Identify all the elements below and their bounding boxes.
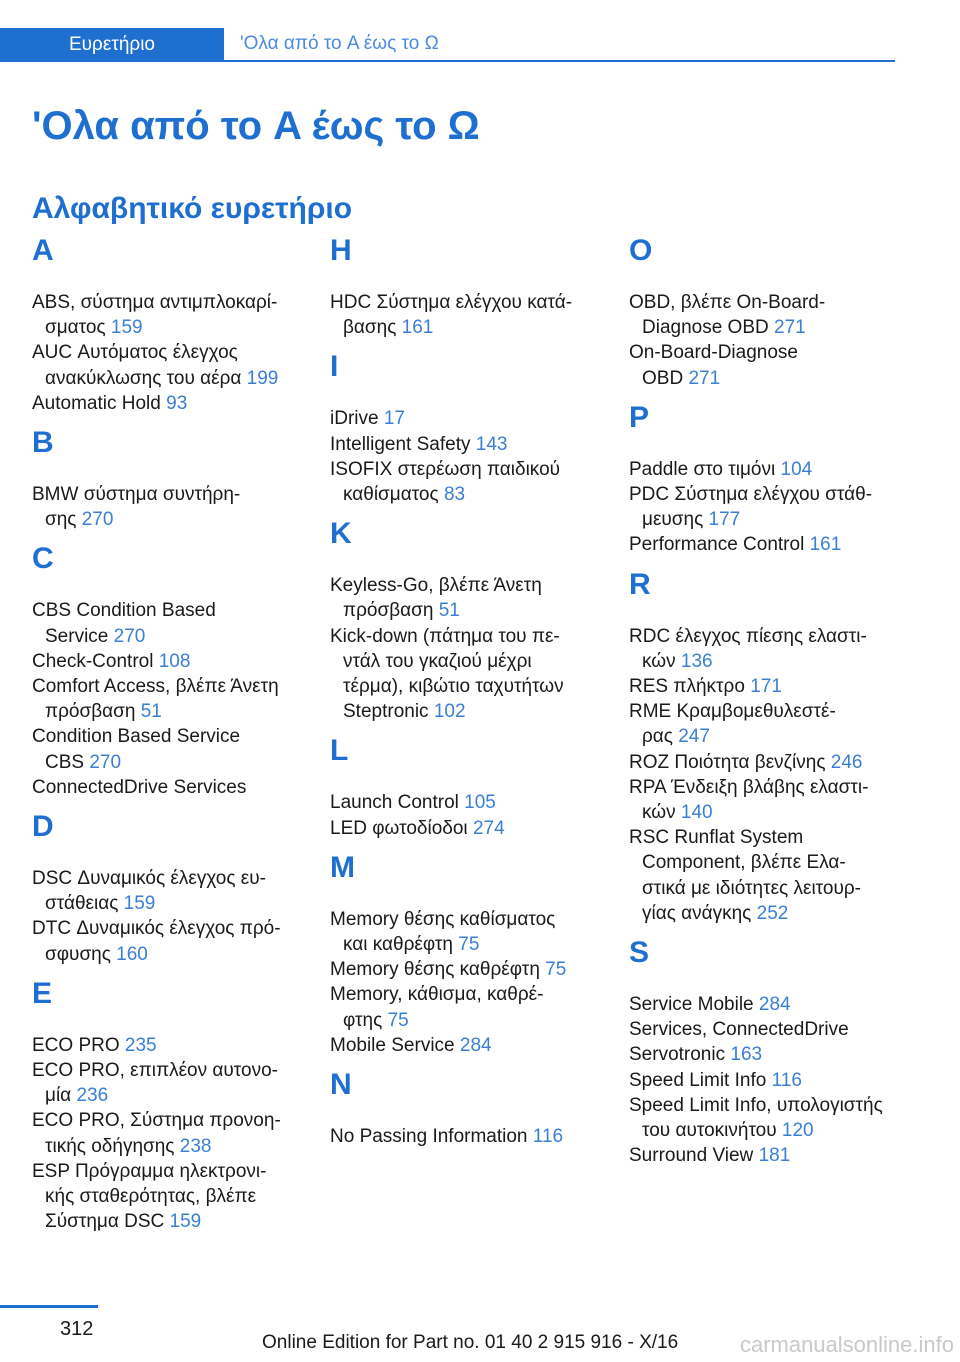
page-reference-link[interactable]: 159 [169,1211,202,1233]
page-reference-link[interactable]: 284 [758,994,791,1016]
page-reference-link[interactable]: 161 [809,534,842,556]
page-reference-link[interactable]: 270 [81,509,114,531]
index-entry [629,532,909,557]
page-reference-link[interactable]: 161 [401,317,434,339]
page-reference-link[interactable]: 246 [830,751,863,773]
page-reference-link[interactable]: 271 [774,317,806,339]
page-reference-link[interactable]: 75 [387,1009,409,1031]
index-letter-heading: R [629,567,651,601]
index-entry [330,432,608,457]
index-entry [629,1093,909,1143]
page-reference-link[interactable]: 83 [443,484,466,506]
index-entry-term: PDC Σύστημα ελέγχου στάθ- [629,484,873,506]
page-reference-link[interactable]: 136 [680,650,713,672]
index-entry-term: ConnectedDrive Services [32,776,247,798]
index-entry [32,775,310,800]
index-entry [629,825,909,926]
page-reference-link[interactable]: 199 [246,367,279,389]
page-reference-link[interactable]: 75 [545,959,567,981]
index-entry-term: κής σταθερότητας, βλέπε [45,1186,257,1208]
index-entry-term: RDC έλεγχος πίεσης ελαστι- [629,625,867,647]
index-letter-heading: I [330,350,339,384]
index-entry [32,649,310,674]
index-entry-term: τικής οδήγησης 238 [45,1135,212,1157]
header-section-tab[interactable]: Ευρετήριο [0,28,224,62]
index-entry-term: Services, ConnectedDrive [629,1019,849,1041]
index-entry-term: OBD, βλέπε On-Board- [629,292,826,313]
index-entry-term: Service 270 [45,625,146,647]
index-entry [629,290,909,340]
page-reference-link[interactable]: 120 [781,1120,814,1142]
index-entry-term: μία 236 [45,1085,109,1107]
page-reference-link[interactable]: 116 [771,1069,802,1091]
index-letter-heading: E [32,976,53,1010]
index-entry-term: Surround View 181 [629,1145,791,1167]
index-entry-term: κών 140 [642,802,713,824]
letter-group [629,399,909,558]
index-entry-term: DTC Δυναμικός έλεγχος πρό- [32,918,281,940]
index-entry-term: Comfort Access, βλέπε Άνετη [32,676,279,698]
index-entry-term: Intelligent Safety 143 [330,433,508,455]
index-entry-term: Condition Based Service [32,726,241,748]
letter-group [32,975,310,1235]
index-letter-heading: S [629,936,650,970]
page-reference-link[interactable]: 159 [110,317,143,339]
letter-group [32,424,310,532]
page-reference-link[interactable]: 93 [166,392,188,414]
edition-note: Online Edition for Part no. 01 40 2 915 916 - X/16 [262,1332,679,1353]
index-entry-term: πρόσβαση 51 [45,701,162,723]
index-entry-term: καθίσματος 83 [343,484,466,506]
index-entry-term: Steptronic 102 [343,701,466,723]
index-entry-term: Memory, κάθισμα, καθρέ- [330,984,544,1006]
index-letter-heading: K [330,517,352,551]
index-entry-term: Service Mobile 284 [629,994,791,1016]
index-entry [32,340,310,390]
index-entry-term: ISOFIX στερέωση παιδικού [330,458,561,480]
index-entry [629,699,909,749]
index-entry-term: φτης 75 [343,1009,409,1031]
index-entry-term: Memory θέσης καθρέφτη 75 [330,959,567,981]
index-entry-term: CBS Condition Based [32,600,216,622]
index-entry-term: Speed Limit Info, υπολογιστής [629,1094,883,1116]
page-reference-link[interactable]: 270 [113,625,146,647]
letter-group [629,934,909,1168]
page-reference-link[interactable]: 238 [179,1135,212,1157]
index-entry-term: LED φωτοδίοδοι 274 [330,817,505,839]
index-entry-term: DSC Δυναμικός έλεγχος ευ- [32,868,266,890]
index-entry-term: ντάλ του γκαζιού μέχρι [343,650,532,672]
index-entry-term: Speed Limit Info 116 [629,1069,802,1091]
index-entry-term: βασης 161 [343,317,434,339]
index-entry-term: On-Board-Diagnose [629,342,798,364]
index-entry-term: γίας ανάγκης 252 [642,902,789,924]
index-entry-term: του αυτοκινήτου 120 [642,1120,814,1142]
index-entry [629,1042,909,1067]
index-entry [330,816,608,841]
index-entry [629,750,909,775]
index-entry-term: RME Κραμβομεθυλεστέ- [629,701,836,723]
index-column-1 [32,232,310,1242]
letter-group [330,348,608,507]
index-subtitle: Αλφαβητικό ευρετήριο [32,192,353,225]
index-letter-heading: D [32,810,54,844]
index-entry-term: ESP Πρόγραμμα ηλεκτρονι- [32,1160,267,1182]
index-entry [629,775,909,825]
index-entry-term: στικά με ιδιότητες λειτουρ- [642,877,862,899]
page-reference-link[interactable]: 17 [383,408,405,430]
page-reference-link[interactable]: 143 [475,433,508,455]
index-entry [32,1159,310,1235]
index-entry-term: No Passing Information 116 [330,1126,564,1148]
index-entry [629,1017,909,1042]
index-entry-term: στάθειας 159 [45,893,156,915]
page-reference-link[interactable]: 271 [688,367,721,389]
page-reference-link[interactable]: 160 [116,943,148,965]
page-reference-link[interactable]: 102 [433,701,466,723]
page-reference-link[interactable]: 51 [140,701,162,723]
index-entry-term: RES πλήκτρο 171 [629,676,782,698]
index-entry [629,1068,909,1093]
index-letter-heading: A [32,234,54,267]
index-entry-term: Check-Control 108 [32,650,191,672]
page-number: 312 [60,1318,94,1340]
index-entry [32,598,310,648]
index-entry [32,391,310,416]
index-entry [629,340,909,390]
page-reference-link[interactable]: 236 [76,1085,109,1107]
letter-group [32,232,310,416]
page-reference-link[interactable]: 116 [532,1126,564,1148]
index-letter-heading: B [32,426,54,460]
index-entry [330,406,608,431]
page-reference-link[interactable]: 171 [750,676,782,698]
index-entry-term: Automatic Hold 93 [32,392,188,414]
letter-group [32,540,310,800]
page-title: 'Ολα από το A έως το Ω [32,104,480,148]
index-entry-term: και καθρέφτη 75 [343,934,480,956]
index-entry [330,957,608,982]
index-entry-term: ECO PRO, Σύστημα προνοη- [32,1110,281,1132]
index-entry [330,573,608,623]
index-entry-term: HDC Σύστημα ελέγχου κατά- [330,292,573,313]
page-reference-link[interactable]: 247 [678,726,710,748]
letter-group [629,566,909,926]
index-entry-term: AUC Αυτόματος έλεγχος [32,342,238,364]
index-entry [629,624,909,674]
page-reference-link[interactable]: 235 [124,1034,157,1056]
page-reference-link[interactable]: 177 [708,509,741,531]
letter-group [629,232,909,391]
page-reference-link[interactable]: 163 [730,1044,763,1066]
index-entry-term: Kick-down (πάτημα του πε- [330,625,560,647]
index-entry-term: ανακύκλωσης του αέρα 199 [45,367,279,389]
index-column-2 [330,232,608,1157]
letter-group [330,1066,608,1149]
index-letter-heading: C [32,542,54,576]
index-entry-term: Paddle στο τιμόνι 104 [629,458,813,480]
page-reference-link[interactable]: 51 [438,600,460,622]
index-entry-term: ρας 247 [642,726,710,748]
index-letter-heading: H [330,234,352,267]
page-reference-link[interactable]: 270 [89,751,122,773]
header-breadcrumb[interactable]: 'Ολα από το A έως το Ω [240,33,439,54]
index-entry [330,790,608,815]
index-entry [32,724,310,774]
index-entry-term: RPA Ένδειξη βλάβης ελαστι- [629,776,869,798]
index-entry [330,624,608,725]
index-entry [32,1033,310,1058]
header-rule [0,60,895,62]
index-letter-heading: L [330,734,349,768]
index-entry-term: σφυσης 160 [45,943,148,965]
index-entry [330,290,608,340]
index-entry [330,457,608,507]
index-entry-term: μευσης 177 [642,509,741,531]
index-entry-term: Keyless-Go, βλέπε Άνετη [330,575,542,597]
page-reference-link[interactable]: 181 [758,1145,791,1167]
index-entry-term: Diagnose OBD 271 [642,317,806,339]
index-entry-term: Mobile Service 284 [330,1034,492,1056]
index-entry [629,1143,909,1168]
letter-group [330,515,608,724]
page-reference-link[interactable]: 159 [123,893,156,915]
index-entry [32,674,310,724]
index-entry-term: ROZ Ποιότητα βενζίνης 246 [629,751,863,773]
index-entry-term: Servotronic 163 [629,1044,763,1066]
watermark: carmanualsonline.info [739,1332,954,1357]
index-entry [330,982,608,1032]
index-letter-heading: M [330,850,355,884]
page-reference-link[interactable]: 140 [680,802,713,824]
letter-group [330,232,608,340]
index-entry-term: Launch Control 105 [330,792,496,814]
page-reference-link[interactable]: 284 [459,1034,492,1056]
index-letter-heading: P [629,400,650,434]
index-entry [629,992,909,1017]
running-header [0,28,895,62]
index-entry [32,1058,310,1108]
page-reference-link[interactable]: 104 [780,458,813,480]
index-entry [32,482,310,532]
index-entry [32,916,310,966]
index-entry-term: τέρμα), κιβώτιο ταχυτήτων [343,676,564,698]
index-entry-term: ABS, σύστημα αντιμπλοκαρί- [32,292,278,313]
index-entry-term: ECO PRO 235 [32,1034,157,1056]
index-letter-heading: N [330,1068,352,1102]
index-entry-term: OBD 271 [642,367,721,389]
page-reference-link[interactable]: 274 [472,817,505,839]
letter-group [330,849,608,1058]
page-reference-link[interactable]: 252 [756,902,789,924]
index-entry-term: iDrive 17 [330,408,405,430]
index-entry [629,482,909,532]
index-entry-term: BMW σύστημα συντήρη- [32,484,241,506]
index-entry [32,866,310,916]
index-entry [629,457,909,482]
page-reference-link[interactable]: 105 [464,792,496,814]
index-entry [629,674,909,699]
index-column-3 [629,232,909,1176]
index-entry-term: σματος 159 [45,317,143,339]
letter-group [330,732,608,840]
index-entry-term: CBS 270 [45,751,122,773]
letter-group [32,808,310,967]
index-entry [330,1033,608,1058]
footer-rule [0,1305,98,1308]
index-entry-term: RSC Runflat System [629,827,804,849]
index-entry-term: σης 270 [45,509,114,531]
index-entry-term: κών 136 [642,650,713,672]
index-letter-heading: O [629,234,653,267]
index-entry-term: Component, βλέπε Ελα- [642,852,846,874]
index-entry [330,1124,608,1149]
index-entry-term: Performance Control 161 [629,534,842,556]
index-entry [330,907,608,957]
index-entry-term: ECO PRO, επιπλέον αυτονο- [32,1060,278,1082]
index-entry-term: Σύστημα DSC 159 [45,1211,202,1233]
index-entry [32,1108,310,1158]
page-reference-link[interactable]: 108 [158,650,191,672]
index-entry-term: Memory θέσης καθίσματος [330,908,556,930]
page-reference-link[interactable]: 75 [458,934,480,956]
index-entry-term: πρόσβαση 51 [343,600,460,622]
index-entry [32,290,310,340]
